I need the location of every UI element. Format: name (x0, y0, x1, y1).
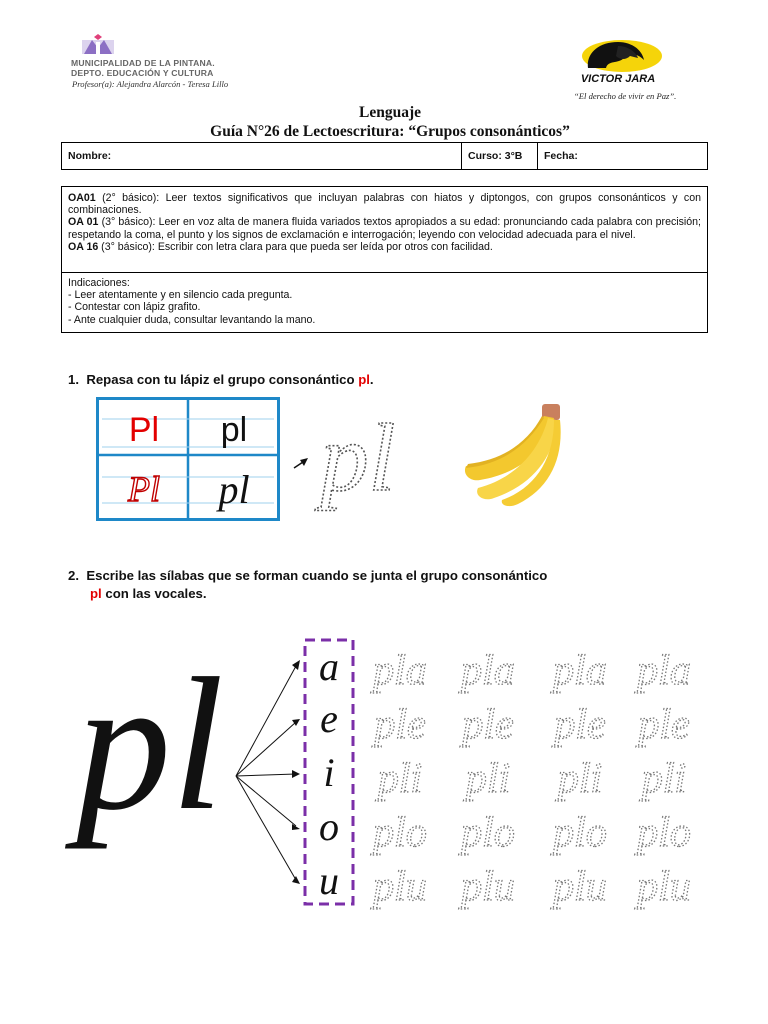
name-label: Nombre: (68, 150, 112, 162)
question-highlight: pl (90, 586, 102, 601)
objective-text: (2° básico): Leer textos significativos que incluyan palabras con hiatos y diptongos, con grupos consonánticos y con combinaciones. (68, 192, 701, 217)
syllable-exercise (60, 618, 720, 918)
vowel-u: u (319, 858, 339, 903)
school-motto: “El derecho de vivir en Paz”. (574, 91, 677, 101)
syllable-trace: pla (637, 648, 691, 694)
syllable-trace: plo (637, 810, 691, 856)
question-1 (68, 372, 374, 387)
objectives-box (61, 186, 708, 333)
vowel-a: a (319, 644, 339, 689)
school-logo-text: VICTOR JARA (580, 73, 656, 85)
print-letters-red: Pl (128, 411, 160, 449)
instruction-item: - Ante cualquier duda, consultar levantando la mano. (68, 313, 316, 326)
objective-code: OA 01 (68, 216, 99, 229)
school-logo (568, 38, 668, 86)
date-field[interactable] (538, 143, 708, 169)
instruction-item: - Leer atentamente y en silencio cada pregunta. (68, 289, 293, 302)
course-field (462, 143, 538, 169)
syllable-trace: pla (461, 648, 515, 694)
objective-code: OA 16 (68, 240, 99, 253)
question-highlight: pl (358, 372, 370, 387)
objective-code: OA01 (68, 192, 96, 204)
syllable-trace: plo (373, 810, 427, 856)
syllable-trace: pli (465, 756, 511, 802)
course-label: Curso: 3°B (468, 150, 523, 162)
teachers-line: Profesor(a): Alejandra Alarcón - Teresa Lillo (72, 79, 229, 89)
date-label: Fecha: (544, 150, 578, 162)
question-end: . (369, 372, 374, 387)
question-number: 1. (68, 372, 79, 387)
vowel-o: o (319, 804, 339, 849)
syllable-trace: pla (553, 648, 607, 694)
syllable-trace: plu (637, 864, 691, 910)
question-2 (68, 568, 547, 583)
syllable-trace: ple (374, 702, 426, 748)
instruction-item: - Contestar con lápiz grafito. (68, 301, 201, 314)
syllable-trace: plu (553, 864, 607, 910)
syllable-trace: ple (462, 702, 514, 748)
syllable-trace-grid (370, 648, 691, 910)
objective-text: (3° básico): Escribir con letra clara para que pueda ser leída por otros con facilidad. (98, 240, 493, 253)
objective-item (68, 241, 701, 253)
question-end: con las vocales. (101, 586, 207, 601)
instructions-heading: Indicaciones: (68, 277, 130, 289)
question-2-continued (90, 586, 207, 601)
syllable-trace: plo (553, 810, 607, 856)
department-name: DEPTO. EDUCACIÓN Y CULTURA (71, 68, 214, 78)
name-field[interactable] (62, 143, 462, 169)
question-number: 2. (68, 568, 79, 583)
objective-item (68, 216, 701, 240)
syllable-trace: ple (638, 702, 690, 748)
syllable-trace: pli (377, 756, 423, 802)
municipality-logo (78, 34, 118, 56)
objective-item (68, 192, 701, 216)
letter-grid (96, 397, 280, 521)
question-text: Repasa con tu lápiz el grupo consonántico (86, 372, 359, 387)
student-info-table (61, 142, 708, 170)
cursive-letters-red: Pl (128, 469, 160, 509)
trace-word: pl (320, 404, 396, 511)
syllable-trace: pla (373, 648, 427, 694)
syllable-trace: pli (557, 756, 603, 802)
learning-objectives (62, 187, 707, 273)
trace-letters (290, 398, 426, 524)
syllable-trace: plo (461, 810, 515, 856)
syllable-trace: plu (461, 864, 515, 910)
instructions (62, 273, 707, 330)
big-cursive-word: pl (76, 640, 224, 850)
arrows (236, 660, 300, 884)
syllable-trace: ple (554, 702, 606, 748)
vowel-i: i (323, 750, 335, 795)
question-text: Escribe las sílabas que se forman cuando se junta el grupo consonántico (86, 568, 548, 583)
vowel-e: e (320, 696, 338, 741)
print-letters-black: pl (220, 411, 248, 449)
syllable-trace: pli (641, 756, 687, 802)
banana-image (456, 402, 586, 508)
cursive-letters-black: pl (218, 467, 250, 512)
guide-title: Guía N°26 de Lectoescritura: “Grupos consonánticos” (210, 123, 570, 140)
objective-text: (3° básico): Leer en voz alta de manera fluida variados textos apropiados a su edad: pronunciando cada palabra con precisión; respetando la coma, el punto y los signos de exclamación e interrogación; leyendo con velocidad adecuada para el nivel. (68, 216, 701, 241)
subject-title: Lenguaje (359, 104, 421, 121)
municipality-name: MUNICIPALIDAD DE LA PINTANA. (71, 58, 215, 68)
syllable-trace: plu (373, 864, 427, 910)
